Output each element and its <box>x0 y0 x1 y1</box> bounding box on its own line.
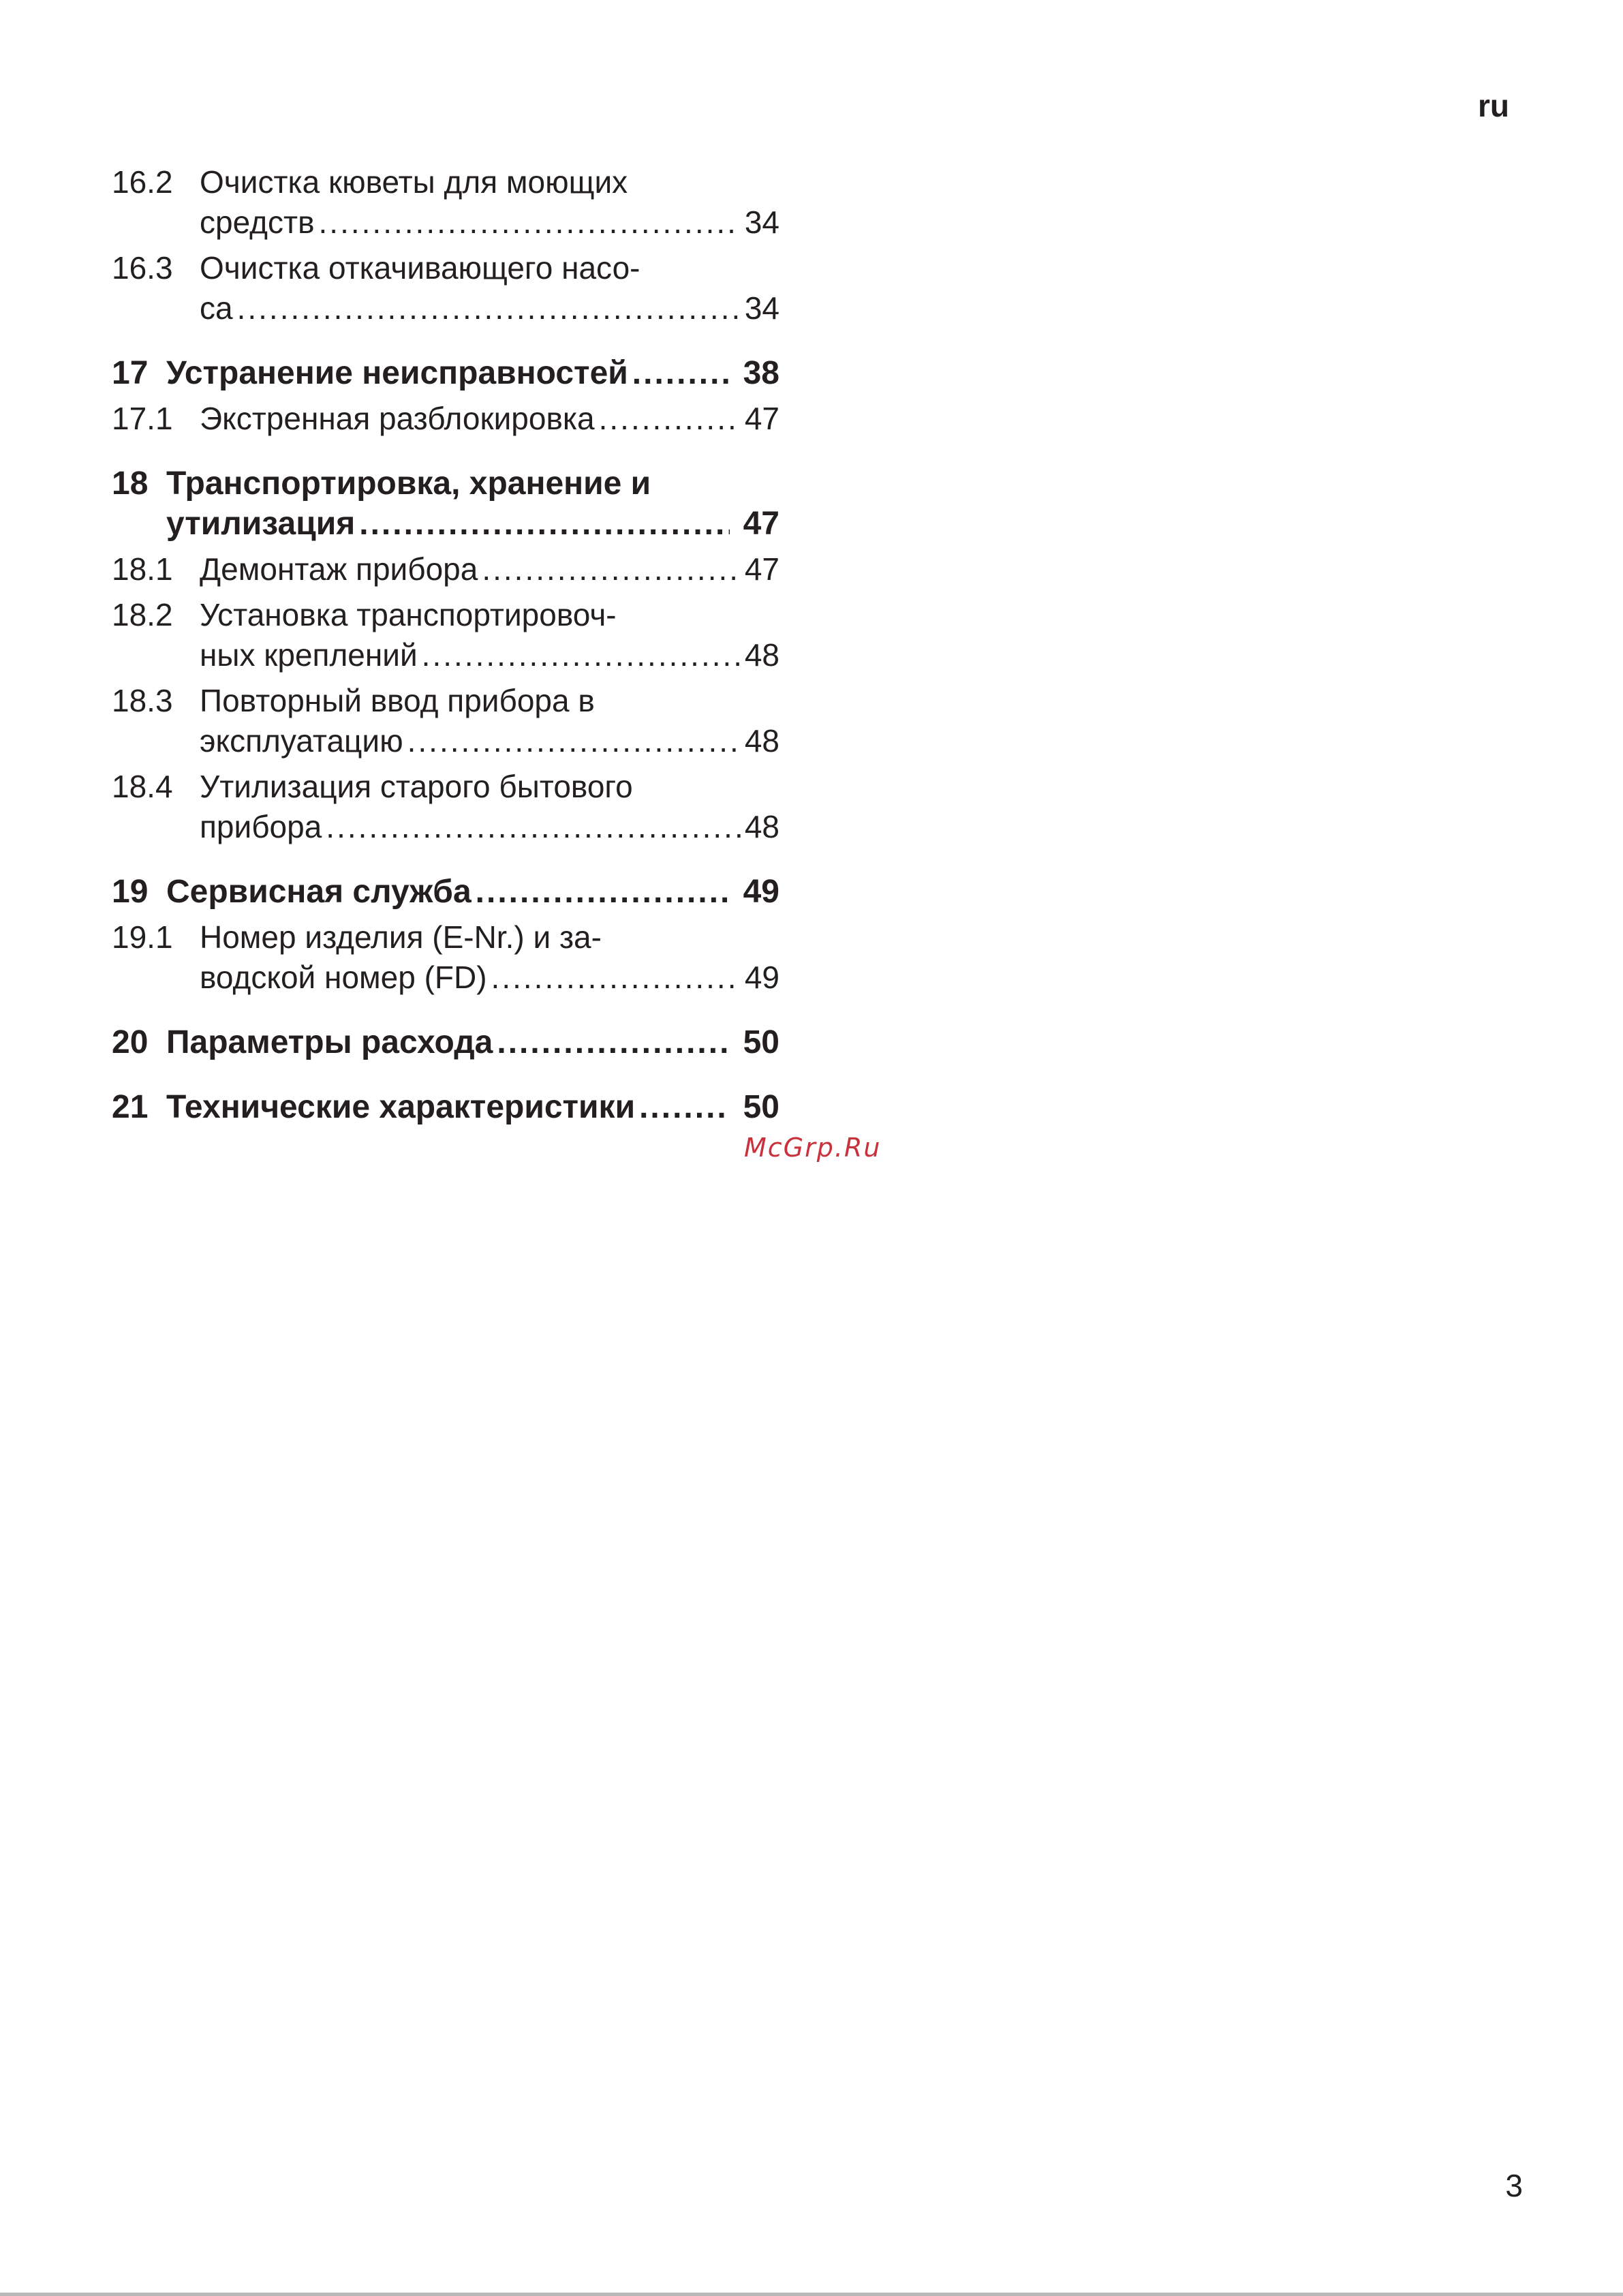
toc-entry-page: 50 <box>743 1089 779 1125</box>
dot-leader <box>639 1087 730 1127</box>
toc-entry-number: 17 <box>112 355 149 391</box>
toc-entry-title-line: Транспортировка, хранение и <box>166 465 651 502</box>
toc-entry-number: 20 <box>112 1024 149 1060</box>
toc-entry-20[interactable] <box>112 1022 779 1062</box>
dot-leader <box>422 635 741 675</box>
toc-entry-title-line: Устранение неисправностей <box>166 355 628 391</box>
toc-entry-title-line: эксплуатацию <box>200 723 403 759</box>
toc-entry-page: 49 <box>743 874 779 910</box>
dot-leader <box>491 958 741 998</box>
toc-entry-title-line: Номер изделия (E-Nr.) и за- <box>200 919 602 955</box>
toc-entry-page: 34 <box>744 290 779 326</box>
toc-entry-19-1[interactable] <box>112 917 779 998</box>
toc-entry-number: 18.2 <box>112 597 173 632</box>
toc-entry-number: 18 <box>112 465 149 502</box>
toc-entry-number: 18.4 <box>112 769 173 804</box>
toc-entry-number: 18.1 <box>112 551 173 587</box>
toc-entry-title-line: Утилизация старого бытового <box>200 769 633 804</box>
watermark: McGrp.Ru <box>744 1133 882 1163</box>
toc-entry-page: 48 <box>744 809 779 844</box>
toc-entry-title-line: Сервисная служба <box>166 874 472 910</box>
toc-entry-title-line: Экстренная разблокировка <box>200 401 595 436</box>
toc-entry-number: 21 <box>112 1089 149 1125</box>
toc-entry-18-2[interactable] <box>112 595 779 675</box>
toc-entry-title-line: ных креплений <box>200 637 418 673</box>
dot-leader <box>359 504 729 544</box>
toc-entry-number: 19 <box>112 874 149 910</box>
language-code: ru <box>1478 88 1509 123</box>
toc-entry-17-1[interactable] <box>112 399 779 439</box>
bottom-rule <box>0 2293 1623 2296</box>
toc-entry-18-4[interactable] <box>112 767 779 847</box>
toc-entry-title-line: прибора <box>200 809 322 844</box>
toc-entry-page: 49 <box>744 960 779 995</box>
toc-entry-21[interactable] <box>112 1087 779 1127</box>
toc-entry-16-2[interactable] <box>112 162 779 243</box>
toc-entry-title-line: Параметры расхода <box>166 1024 493 1060</box>
table-of-contents <box>112 162 779 1133</box>
dot-leader <box>326 807 741 847</box>
dot-leader <box>319 202 741 243</box>
toc-entry-17[interactable] <box>112 353 779 393</box>
toc-entry-page: 48 <box>744 637 779 673</box>
dot-leader <box>497 1022 729 1062</box>
page-number: 3 <box>1505 2168 1523 2203</box>
toc-entry-number: 17.1 <box>112 401 173 436</box>
toc-entry-title-line: средств <box>200 204 315 240</box>
toc-entry-number: 16.2 <box>112 164 173 200</box>
toc-entry-18-3[interactable] <box>112 681 779 761</box>
toc-entry-18[interactable] <box>112 463 779 544</box>
dot-leader <box>237 288 741 328</box>
toc-entry-page: 47 <box>743 506 779 542</box>
toc-entry-title-line: Повторный ввод прибора в <box>200 683 595 718</box>
toc-entry-19[interactable] <box>112 872 779 912</box>
toc-entry-number: 19.1 <box>112 919 173 955</box>
toc-entry-title-line: Демонтаж прибора <box>200 551 478 587</box>
toc-entry-page: 48 <box>744 723 779 759</box>
toc-entry-title-line: утилизация <box>166 506 356 542</box>
toc-entry-page: 34 <box>744 204 779 240</box>
toc-entry-page: 47 <box>744 401 779 436</box>
dot-leader <box>599 399 741 439</box>
toc-entry-title-line: са <box>200 290 233 326</box>
dot-leader <box>482 549 741 590</box>
dot-leader <box>407 721 741 761</box>
toc-entry-title-line: Очистка кюветы для моющих <box>200 164 628 200</box>
toc-entry-number: 16.3 <box>112 250 173 286</box>
toc-entry-number: 18.3 <box>112 683 173 718</box>
toc-entry-16-3[interactable] <box>112 248 779 328</box>
dot-leader <box>476 872 730 912</box>
toc-entry-title-line: Очистка откачивающего насо- <box>200 250 640 286</box>
toc-entry-page: 47 <box>744 551 779 587</box>
toc-entry-page: 50 <box>743 1024 779 1060</box>
toc-entry-page: 38 <box>743 355 779 391</box>
toc-entry-title-line: водской номер (FD) <box>200 960 487 995</box>
toc-entry-title-line: Технические характеристики <box>166 1089 636 1125</box>
dot-leader <box>632 353 730 393</box>
toc-entry-18-1[interactable] <box>112 549 779 590</box>
toc-entry-title-line: Установка транспортировоч- <box>200 597 617 632</box>
